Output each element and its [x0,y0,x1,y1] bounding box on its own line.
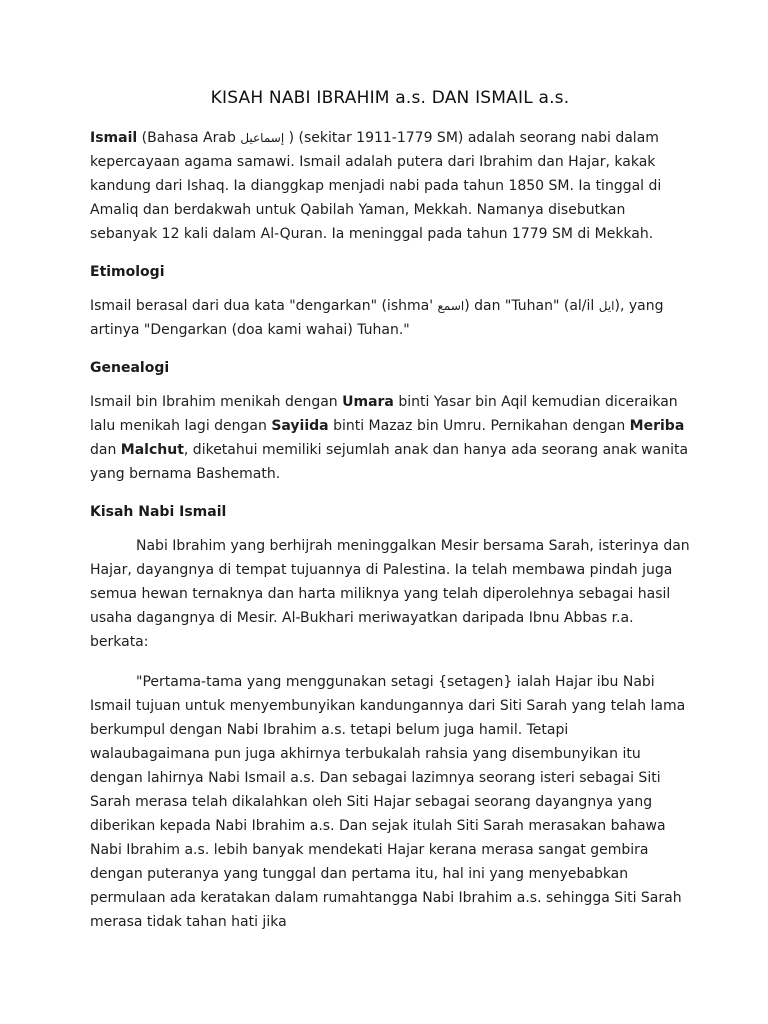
genealogi-name-meriba: Meriba [629,418,685,434]
document-page [90,88,690,934]
etimologi-paragraph [90,294,690,342]
genealogi-text-1: Ismail bin Ibrahim menikah dengan [90,394,343,410]
intro-text-2: ) (sekitar 1911-1779 SM) adalah seorang nabi dalam kepercayaan agama samawi. Ismail adalah putera dari Ibrahim dan Hajar, kakak kandung dari Ishaq. Ia dianggkap menjadi nabi pada tahun 1850 SM. Ia tinggal di Amaliq dan berdakwah untuk Qabilah Yaman, Mekkah. Namanya disebutkan sebanyak 12 kali dalam Al-Quran. Ia meninggal pada tahun 1779 SM di Mekkah. [90,130,662,242]
genealogi-name-malchut: Malchut [120,442,184,458]
genealogi-text-5: , diketahui memiliki sejumlah anak dan hanya ada seorang anak wanita yang bernama Bashemath. [90,442,689,482]
genealogi-paragraph [90,390,690,486]
etimologi-text-1: Ismail berasal dari dua kata "dengarkan" (ishma' [90,298,438,314]
intro-arabic: إسماعيل [240,131,285,145]
etimologi-arabic-2: ايل [598,299,615,313]
etimologi-arabic-1: اسمع [437,299,465,313]
heading-etimologi: Etimologi [90,264,165,280]
genealogi-text-3: binti Mazaz bin Umru. Pernikahan dengan [328,418,630,434]
intro-text-1: (Bahasa Arab [137,130,241,146]
intro-paragraph [90,126,690,246]
etimologi-text-2: ) dan "Tuhan" (al/il [464,298,599,314]
document-title: KISAH NABI IBRAHIM a.s. DAN ISMAIL a.s. [210,88,570,108]
genealogi-text-2: binti Yasar bin Aqil kemudian diceraikan lalu menikah lagi dengan [90,394,678,434]
genealogi-name-sayiida: Sayiida [271,418,329,434]
genealogi-text-4: dan [90,442,121,458]
genealogi-name-umara: Umara [342,394,394,410]
kisah-paragraph-2: "Pertama-tama yang menggunakan setagi {setagen} ialah Hajar ibu Nabi Ismail tujuan untuk menyembunyikan kandungannya dari Siti Sarah yang telah lama berkumpul dengan Nabi Ibrahim a.s. tetapi belum juga hamil. Tetapi walaubagaimana pun juga akhirnya terbukalah rahsia yang disembunyikan itu dengan lahirnya Nabi Ismail a.s. Dan sebagai lazimnya seorang isteri sebagai Siti Sarah merasa telah dikalahkan oleh Siti Hajar sebagai seorang dayangnya yang diberikan kepada Nabi Ibrahim a.s. Dan sejak itulah Siti Sarah merasakan bahawa Nabi Ibrahim a.s. lebih banyak mendekati Hajar kerana merasa sangat gembira dengan puteranya yang tunggal dan pertama itu, hal ini yang menyebabkan permulaan ada keratakan dalam rumahtangga Nabi Ibrahim a.s. sehingga Siti Sarah merasa tidak tahan hati jika [90,674,686,930]
heading-kisah-nabi-ismail: Kisah Nabi Ismail [90,504,227,520]
heading-genealogi: Genealogi [90,360,170,376]
kisah-paragraph-1: Nabi Ibrahim yang berhijrah meninggalkan Mesir bersama Sarah, isterinya dan Hajar, dayangnya di tempat tujuannya di Palestina. Ia telah membawa pindah juga semua hewan ternaknya dan harta miliknya yang telah diperolehnya sebagai hasil usaha dagangnya di Mesir. Al-Bukhari meriwayatkan daripada Ibnu Abbas r.a. berkata: [90,538,690,650]
etimologi-text-3: ), yang artinya "Dengarkan (doa kami wahai) Tuhan." [90,298,664,338]
intro-name: Ismail [90,130,138,146]
